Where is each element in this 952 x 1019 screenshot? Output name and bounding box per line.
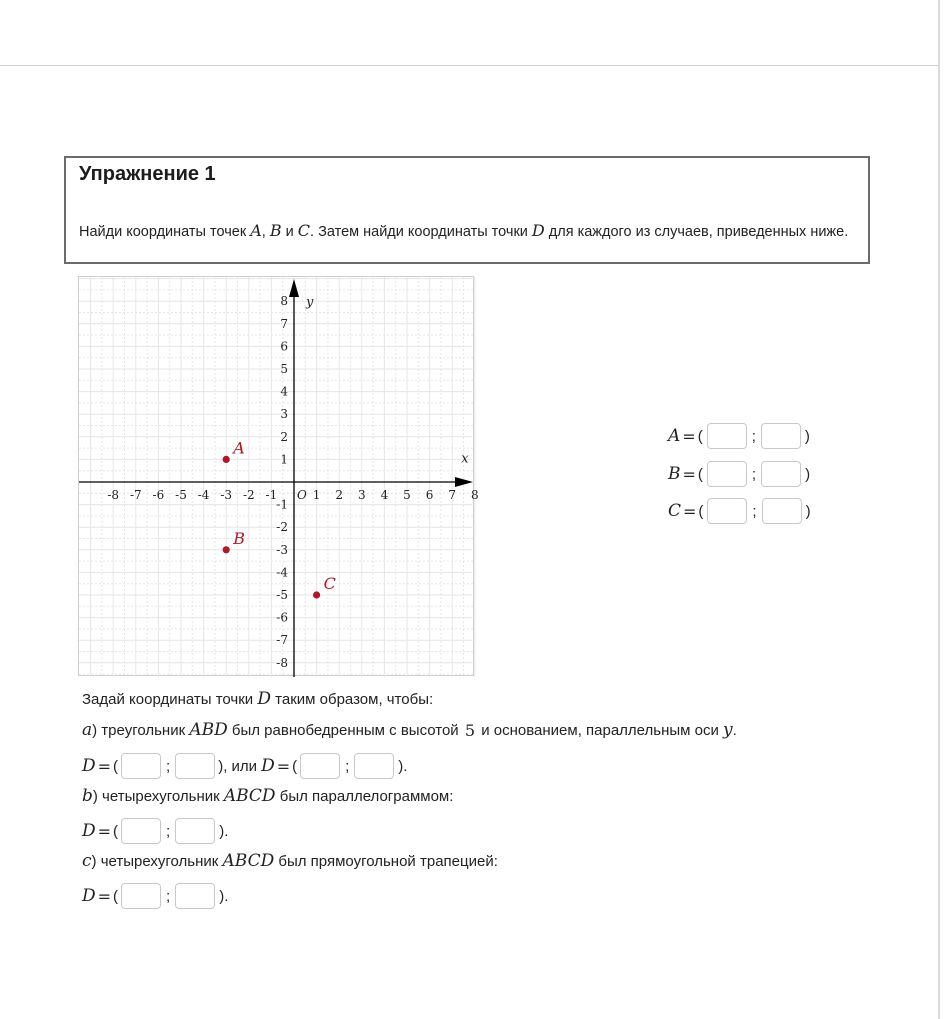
task-a-close-dot: ). bbox=[398, 757, 408, 775]
header-divider bbox=[0, 65, 938, 66]
answer-a-x-input[interactable] bbox=[707, 423, 747, 449]
point-label-a: A bbox=[233, 438, 245, 458]
task-intro-d: D bbox=[257, 689, 271, 709]
task-b-eq: = bbox=[97, 821, 112, 841]
task-b-d-label: D bbox=[82, 821, 96, 841]
instr-and: и bbox=[285, 224, 294, 240]
task-intro-text: Задай координаты точки bbox=[82, 690, 254, 708]
answer-c-y-input[interactable] bbox=[762, 498, 802, 524]
x-tick-label: 6 bbox=[425, 488, 434, 502]
task-c-open: ( bbox=[113, 887, 119, 905]
task-c-d-x-input[interactable] bbox=[121, 883, 161, 909]
task-b-text1: ) четырехугольник bbox=[92, 787, 220, 805]
x-tick-label: 1 bbox=[312, 488, 321, 502]
task-c-letter: c bbox=[82, 851, 92, 871]
task-a-d2-x-input[interactable] bbox=[300, 753, 340, 779]
y-tick-label: 3 bbox=[280, 407, 288, 422]
task-intro bbox=[82, 689, 433, 709]
x-tick-label: -1 bbox=[265, 488, 278, 502]
task-b-text bbox=[82, 786, 453, 806]
instr-text-3: для каждого из случаев, приведенных ниже. bbox=[548, 224, 849, 240]
task-a-d2-label: D bbox=[261, 756, 275, 776]
answer-semicolon: ; bbox=[751, 427, 756, 445]
x-tick-label: 7 bbox=[448, 488, 457, 502]
y-tick-label: -1 bbox=[276, 497, 288, 512]
task-c-text1: ) четырехугольник bbox=[91, 852, 219, 870]
task-a-text2: был равнобедренным с высотой bbox=[231, 721, 459, 739]
task-b-d-y-input[interactable] bbox=[175, 818, 215, 844]
instr-point-b: B bbox=[269, 221, 282, 240]
instr-text-2: . Затем найди координаты точки bbox=[310, 224, 528, 240]
answer-label-c: C bbox=[668, 501, 682, 521]
task-b-abcd: ABCD bbox=[223, 786, 276, 806]
instr-point-a: A bbox=[250, 221, 262, 240]
y-tick-label: -5 bbox=[276, 588, 288, 602]
x-tick-label: -3 bbox=[220, 488, 233, 502]
point-label-b: B bbox=[233, 528, 245, 548]
task-a-open2: ( bbox=[292, 757, 298, 775]
answer-close-paren: ) bbox=[805, 465, 811, 483]
task-a-text1: ) треугольник bbox=[92, 721, 186, 739]
x-tick-label: 5 bbox=[403, 488, 411, 502]
y-tick-label: -4 bbox=[276, 565, 288, 580]
answer-b-x-input[interactable] bbox=[707, 461, 747, 487]
answer-semicolon: ; bbox=[751, 465, 757, 483]
task-a-num: 5 bbox=[464, 720, 476, 740]
answer-close-paren: ) bbox=[804, 427, 810, 445]
task-a-axis: y bbox=[723, 720, 733, 740]
x-tick-label: -7 bbox=[129, 488, 142, 502]
task-a-end: . bbox=[732, 721, 737, 739]
task-a-text3: и основанием, параллельным оси bbox=[481, 721, 719, 739]
coordinate-plane bbox=[78, 276, 479, 676]
x-tick-label: -6 bbox=[152, 488, 165, 502]
task-a-letter: a bbox=[82, 720, 93, 740]
answer-eq: = bbox=[682, 464, 696, 484]
y-tick-label: -6 bbox=[276, 610, 288, 625]
task-b-letter: b bbox=[82, 786, 93, 806]
y-tick-label: -8 bbox=[276, 655, 288, 670]
answer-c-x-input[interactable] bbox=[707, 498, 747, 524]
y-tick-label: -2 bbox=[276, 520, 288, 535]
x-tick-label: -5 bbox=[175, 488, 187, 502]
task-c-d-label: D bbox=[82, 886, 96, 906]
task-c-close-dot: ). bbox=[219, 887, 229, 905]
answer-eq: = bbox=[682, 426, 696, 446]
x-tick-label: -2 bbox=[242, 488, 255, 502]
exercise-title: Упражнение 1 bbox=[79, 163, 216, 185]
task-a-semi1: ; bbox=[166, 757, 171, 775]
task-a-d1-y-input[interactable] bbox=[175, 753, 215, 779]
point-b bbox=[223, 546, 230, 553]
page-right-border bbox=[938, 0, 940, 1019]
y-tick-label: 4 bbox=[280, 384, 288, 399]
y-tick-label: 2 bbox=[280, 429, 288, 444]
x-tick-label: 2 bbox=[335, 488, 344, 502]
exercise-header-box bbox=[64, 156, 870, 264]
answer-semicolon: ; bbox=[752, 502, 757, 520]
y-tick-label: -7 bbox=[276, 633, 288, 648]
task-c-semi: ; bbox=[166, 887, 171, 905]
task-b-answer bbox=[82, 818, 228, 844]
task-a-text bbox=[82, 720, 737, 740]
y-tick-label: 1 bbox=[280, 452, 288, 467]
answer-a-y-input[interactable] bbox=[761, 423, 801, 449]
instr-text-1: Найди координаты точек bbox=[79, 224, 247, 240]
answer-b-y-input[interactable] bbox=[761, 461, 801, 487]
task-a-eq2: = bbox=[276, 756, 291, 776]
origin-label: O bbox=[297, 488, 307, 502]
instr-point-c: C bbox=[297, 221, 311, 240]
answer-open-paren: ( bbox=[698, 502, 704, 520]
point-label-c: C bbox=[323, 574, 336, 593]
task-c-d-y-input[interactable] bbox=[175, 883, 215, 909]
point-c bbox=[313, 591, 320, 598]
task-a-answer bbox=[82, 753, 407, 779]
answer-label-b: B bbox=[668, 464, 681, 484]
point-a bbox=[223, 456, 230, 463]
x-tick-label: 4 bbox=[380, 488, 389, 502]
task-c-text bbox=[82, 851, 498, 871]
task-c-abcd: ABCD bbox=[222, 851, 275, 871]
y-axis-label: y bbox=[306, 295, 314, 311]
x-tick-label: -4 bbox=[197, 488, 210, 502]
answer-eq: = bbox=[683, 501, 697, 521]
task-b-d-x-input[interactable] bbox=[121, 818, 161, 844]
answer-open-paren: ( bbox=[697, 465, 703, 483]
y-tick-label: 8 bbox=[280, 294, 288, 309]
task-a-semi2: ; bbox=[345, 757, 350, 775]
task-b-close-dot: ). bbox=[219, 822, 229, 840]
coordinate-plane-svg bbox=[79, 277, 479, 677]
task-a-eq1: = bbox=[97, 756, 112, 776]
task-a-d1-label: D bbox=[82, 756, 96, 776]
task-c-eq: = bbox=[97, 886, 112, 906]
task-b-text2: был параллелограммом: bbox=[279, 787, 454, 805]
answer-row-a bbox=[668, 423, 810, 449]
y-tick-label: 5 bbox=[280, 362, 288, 376]
task-c-answer bbox=[82, 883, 228, 909]
task-a-d2-y-input[interactable] bbox=[354, 753, 394, 779]
task-c-text2: был прямоугольной трапецией: bbox=[278, 852, 498, 870]
answer-close-paren: ) bbox=[805, 502, 811, 520]
task-b-open: ( bbox=[113, 822, 119, 840]
task-a-d1-x-input[interactable] bbox=[121, 753, 161, 779]
task-intro-text2: таким образом, чтобы: bbox=[275, 690, 434, 708]
instr-point-d: D bbox=[531, 221, 545, 240]
x-tick-label: 8 bbox=[470, 488, 479, 502]
y-tick-label: 6 bbox=[280, 339, 288, 354]
answer-row-c bbox=[668, 498, 811, 524]
x-tick-label: -8 bbox=[107, 488, 120, 502]
x-tick-label: 3 bbox=[357, 488, 366, 502]
task-a-open1: ( bbox=[113, 757, 119, 775]
y-axis-arrow bbox=[289, 279, 299, 297]
y-tick-label: -3 bbox=[276, 542, 288, 557]
instr-comma: , bbox=[261, 224, 266, 240]
task-a-abd: ABD bbox=[189, 720, 228, 740]
exercise-instructions bbox=[79, 221, 864, 242]
task-b-semi: ; bbox=[166, 822, 171, 840]
x-axis-label: x bbox=[461, 451, 469, 467]
answer-label-a: A bbox=[668, 426, 681, 446]
answer-row-b bbox=[668, 461, 810, 487]
answer-open-paren: ( bbox=[697, 427, 703, 445]
y-tick-label: 7 bbox=[280, 316, 288, 331]
task-a-close-or: ), или bbox=[218, 757, 258, 775]
